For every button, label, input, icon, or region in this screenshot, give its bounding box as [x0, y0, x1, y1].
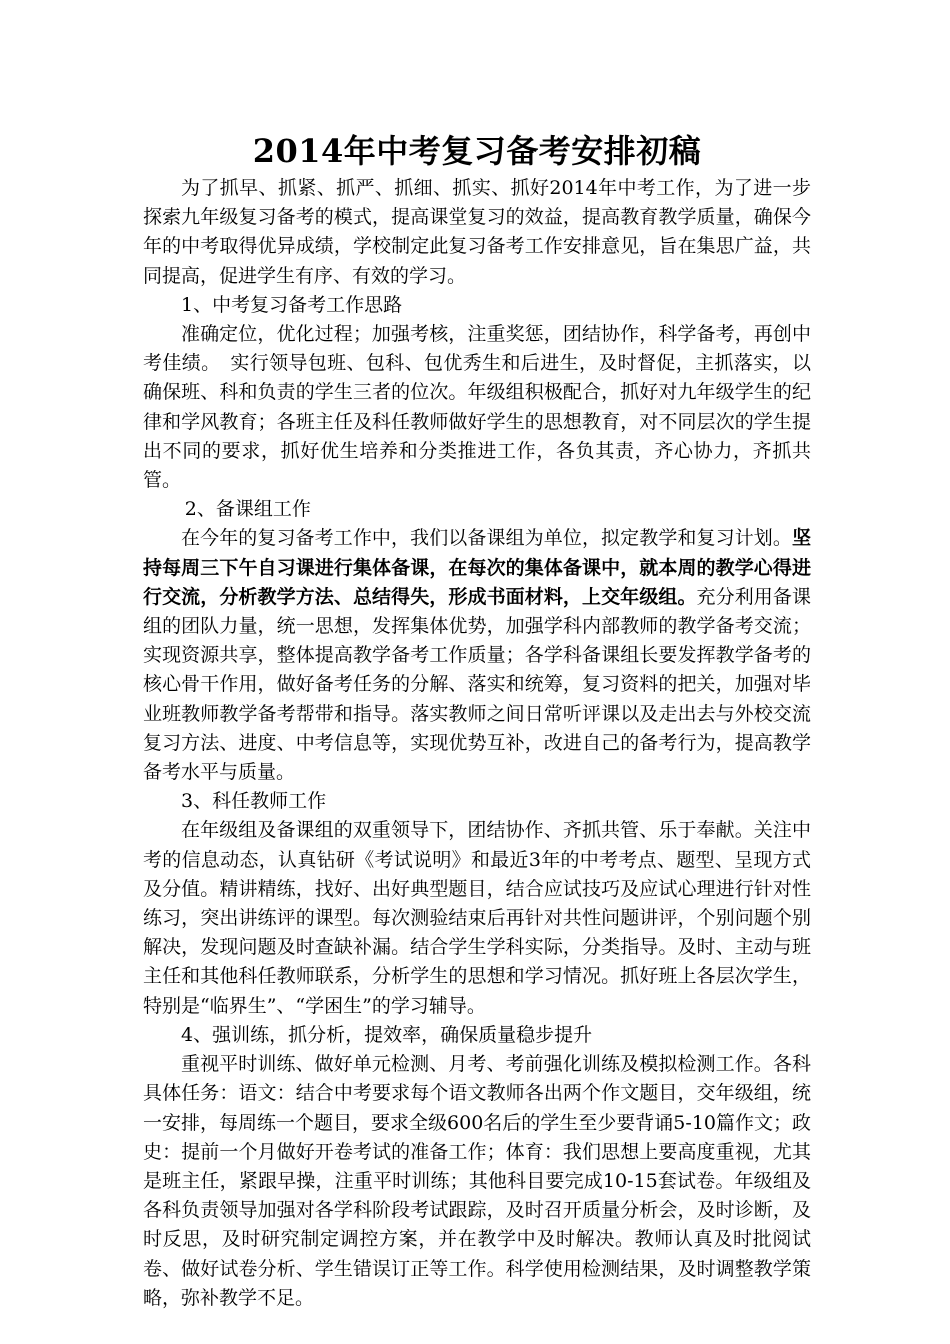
section-1-paragraph: 准确定位，优化过程；加强考核，注重奖惩，团结协作，科学备考，再创中考佳绩。 实行领导包班、包科、包优秀生和后进生，及时督促，主抓落实，以确保班、科和负责的学生三者的位次。年级组积极配合，抓好对九年级学生的纪律和学风教育；各班主任及科任教师做好学生的思想教育，对不同层次的学生提出不同的要求，抓好优生培养和分类推进工作，各负其责，齐心协力，齐抓共管。: [143, 323, 811, 492]
section-2-bold-text: 坚持每周三下午自习课进行集体备课，在每次的集体备课中，就本周的教学心得进行交流，分析教学方法、总结得失，形成书面材料，上交年级组。: [143, 527, 811, 608]
document-title: 2014年中考复习备考安排初稿: [252, 132, 702, 170]
intro-paragraph: 为了抓早、抓紧、抓严、抓细、抓实、抓好2014年中考工作，为了进一步探索九年级复习备考的模式，提高课堂复习的效益，提高教育教学质量，确保今年的中考取得优异成绩，学校制定此复习备考工作安排意见，旨在集思广益，共同提高，促进学生有序、有效的学习。: [143, 177, 811, 287]
section-2-text-start: 在今年的复习备考工作中，我们以备课组为单位，拟定教学和复习计划。: [181, 527, 792, 550]
section-2-paragraph: [143, 524, 811, 787]
section-4-heading: 4、强训练，抓分析，提效率，确保质量稳步提升: [181, 1023, 593, 1046]
section-3-paragraph: 在年级组及备课组的双重领导下，团结协作、齐抓共管、乐于奉献。关注中考的信息动态，认真钻研《考试说明》和最近3年的中考考点、题型、呈现方式及分值。精讲精练，找好、出好典型题目，结合应试技巧及应试心理进行针对性练习，突出讲练评的课型。每次测验结束后再针对共性问题讲评，个别问题个别解决，发现问题及时查缺补漏。结合学生学科实际，分类指导。及时、主动与班主任和其他科任教师联系，分析学生的思想和学习情况。抓好班上各层次学生，特别是“临界生”、“学困生”的学习辅导。: [143, 819, 811, 1017]
section-1-heading: 1、中考复习备考工作思路: [181, 293, 403, 316]
section-3-heading: 3、科任教师工作: [181, 790, 327, 813]
section-2-heading: 2、备课组工作: [184, 498, 311, 521]
section-4-paragraph: 重视平时训练、做好单元检测、月考、考前强化训练及模拟检测工作。各科具体任务：语文：结合中考要求每个语文教师各出两个作文题目，交年级组，统一安排，每周练一个题目，要求全级600名后的学生至少要背诵5-10篇作文；政史：提前一个月做好开卷考试的准备工作；体育：我们思想上要高度重视，尤其是班主任，紧跟早操，注重平时训练；其他科目要完成10-15套试卷。年级组及各科负责领导加强对各学科阶段考试跟踪，及时召开质量分析会，及时诊断，及时反思，及时研究制定调控方案，并在教学中及时解决。教师认真及时批阅试卷、做好试卷分析、学生错误订正等工作。科学使用检测结果，及时调整教学策略，弥补教学不足。: [143, 1053, 811, 1309]
document-body: [143, 128, 811, 1313]
section-2-text-end: 充分利用备课组的团队力量，统一思想，发挥集体优势，加强学科内部教师的教学备考交流；实现资源共享，整体提高教学备考工作质量；各学科备课组长要发挥教学备考的核心骨干作用，做好备考任务的分解、落实和统筹，复习资料的把关，加强对毕业班教师教学备考帮带和指导。落实教师之间日常听评课以及走出去与外校交流复习方法、进度、中考信息等，实现优势互补，改进自己的备考行为，提高教学备考水平与质量。: [143, 585, 811, 784]
